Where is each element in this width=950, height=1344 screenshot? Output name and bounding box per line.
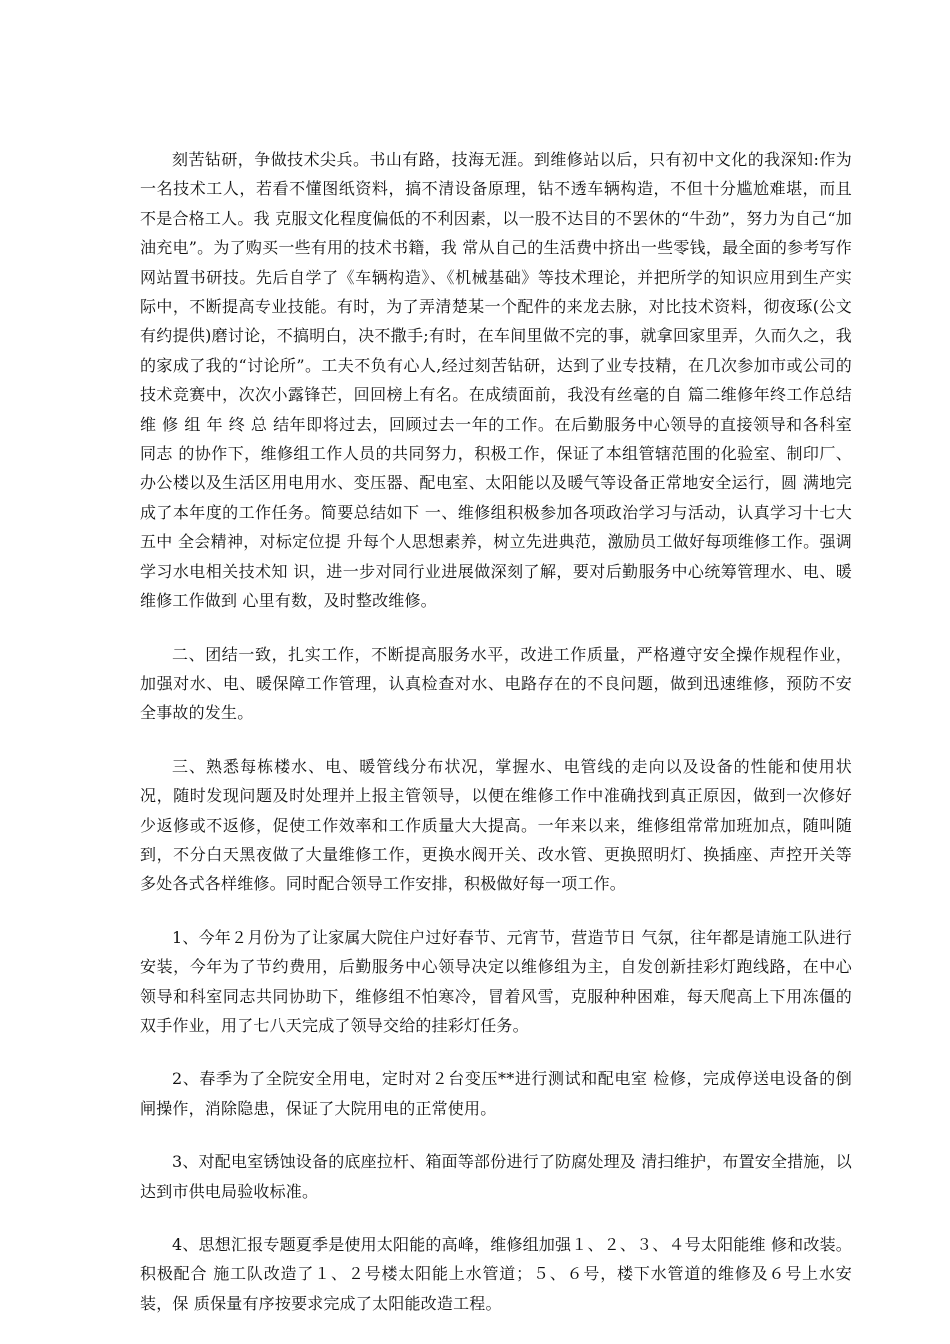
paragraph-gap xyxy=(140,728,852,752)
paragraph-gap xyxy=(140,1206,852,1230)
document-body xyxy=(140,145,852,1318)
paragraph-section-two: 二、团结一致，扎实工作，不断提高服务水平，改进工作质量，严格遵守安全操作规程作业，加强对水、电、暖保障工作管理，认真检查对水、电路存在的不良问题，做到迅速维修，预防不安全事故的发生。 xyxy=(140,644,852,723)
paragraph-gap xyxy=(140,1040,852,1064)
paragraph-study-and-summary-intro: 刻苦钻研，争做技术尖兵。书山有路，技海无涯。到维修站以后，只有初中文化的我深知:作为一名技术工人，若看不懂图纸资料，搞不清设备原理，钻不透车辆构造，不但十分尴尬难堪，而且不是合格工人。我 克服文化程度偏低的不利因素，以一股不达目的不罢休的“牛劲”，努力为自己“加油充电”。为了购买一些有用的技术书籍，我 常从自己的生活费中挤出一些零钱，最全面的参考写作网站置书研技。先后自学了《车辆构造》、《机械基础》等技术理论，并把所学的知识应用到生产实际中，不断提高专业技能。有时，为了弄清楚某一个配件的来龙去脉，对比技术资料，彻夜琢(公文有约提供)磨讨论，不搞明白，决不撒手;有时，在车间里做不完的事，就拿回家里弄，久而久之，我的家成了我的“讨论所”。工夫不负有心人,经过刻苦钻研，达到了业专技精，在几次参加市或公司的技术竞赛中，次次小露锋芒，回回榜上有名。在成绩面前，我没有丝毫的自 篇二维修年终工作总结 维 修 组 年 终 总 结年即将过去，回顾过去一年的工作。在后勤服务中心领导的直接领导和各科室同志 的协作下，维修组工作人员的共同努力，积极工作，保证了本组管辖范围的化验室、制印厂、 办公楼以及生活区用电用水、变压器、配电室、太阳能以及暖气等设备正常地安全运行，圆 满地完成了本年度的工作任务。简要总结如下 一、维修组积极参加各项政治学习与活动，认真学习十七大五中 全会精神，对标定位提 升每个人思想素养，树立先进典范，激励员工做好每项维修工作。强调学习水电相关技术知 识，进一步对同行业进展做深刻了解，要对后勤服务中心统筹管理水、电、暖维修工作做到 心里有数，及时整改维修。 xyxy=(140,150,852,611)
paragraph-item-four: 4、思想汇报专题夏季是使用太阳能的高峰，维修组加强１、２、３、４号太阳能维 修和改装。积极配合 施工队改造了１、２号楼太阳能上水管道；５、６号，楼下水管道的维修及６号上水安装，保 质保量有序按要求完成了太阳能改造工程。 xyxy=(140,1235,852,1313)
paragraph-gap xyxy=(140,616,852,640)
paragraph-section-three: 三、熟悉每栋楼水、电、暖管线分布状况，掌握水、电管线的走向以及设备的性能和使用状况，随时发现问题及时处理并上报主管领导，以便在维修工作中准确找到真正原因，做到一次修好少返修或不返修，促使工作效率和工作质量大大提高。一年来以来，维修组常常加班加点，随叫随到，不分白天黑夜做了大量维修工作，更换水阀开关、改水管、更换照明灯、换插座、声控开关等多处各式各样维修。同时配合领导工作安排，积极做好每一项工作。 xyxy=(140,756,852,894)
paragraph-item-three: 3、对配电室锈蚀设备的底座拉杆、箱面等部份进行了防腐处理及 清扫维护，布置安全措施，以达到市供电局验收标准。 xyxy=(140,1152,852,1201)
paragraph-gap xyxy=(140,1123,852,1147)
paragraph-gap xyxy=(140,899,852,923)
paragraph-item-two: 2、春季为了全院安全用电，定时对２台变压**进行测试和配电室 检修，完成停送电设备的倒闸操作，消除隐患，保证了大院用电的正常使用。 xyxy=(140,1069,852,1118)
paragraph-item-one: 1、今年２月份为了让家属大院住户过好春节、元宵节，营造节日 气氛，往年都是请施工队进行安装，今年为了节约费用，后勤服务中心领导决定以维修组为主，自发创新挂彩灯跑线路，在中心领导和科室同志共同协助下，维修组不怕寒冷，冒着风雪，克服种种困难，每天爬高上下用冻僵的双手作业，用了七八天完成了领导交给的挂彩灯任务。 xyxy=(140,927,852,1035)
